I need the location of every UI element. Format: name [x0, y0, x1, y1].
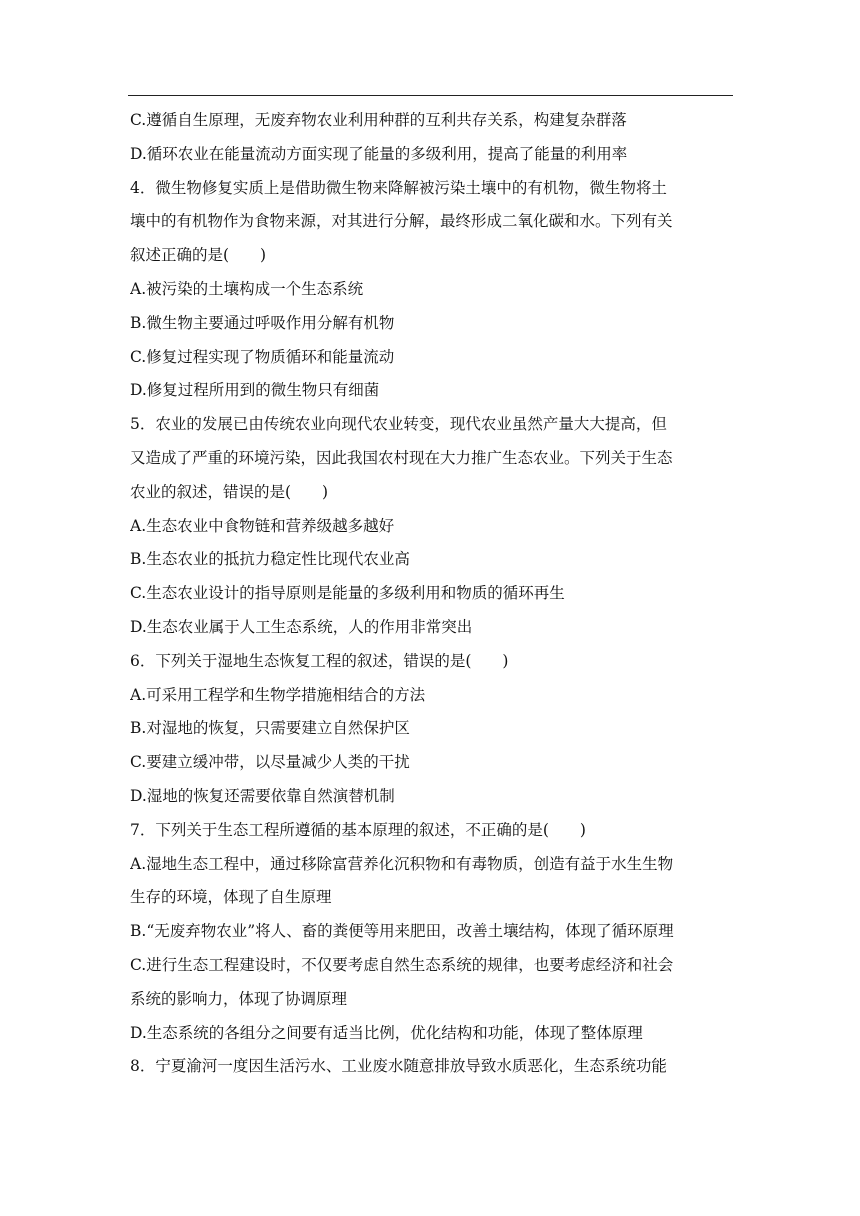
header-rule: [128, 95, 733, 96]
option-line: D.生态农业属于人工生态系统，人的作用非常突出: [130, 617, 473, 636]
question-4-stem: 4．微生物修复实质上是借助微生物来降解被污染土壤中的有机物，微生物将土: [130, 178, 667, 197]
text-line: 生存的环境，体现了自生原理: [130, 888, 332, 907]
question-8-stem: 8．宁夏渝河一度因生活污水、工业废水随意排放导致水质恶化，生态系统功能: [130, 1057, 667, 1076]
option-line: B.“无废弃物农业”将人、畜的粪便等用来肥田，改善土壤结构，体现了循环原理: [130, 922, 674, 941]
option-line: C.生态农业设计的指导原则是能量的多级利用和物质的循环再生: [130, 584, 565, 603]
question-7-stem: 7．下列关于生态工程所遵循的基本原理的叙述，不正确的是( ): [130, 820, 586, 839]
option-line: C.要建立缓冲带，以尽量减少人类的干扰: [130, 753, 410, 772]
option-line: D.湿地的恢复还需要依靠自然演替机制: [130, 786, 395, 805]
text-line: 叙述正确的是( ): [130, 246, 267, 265]
option-line: D.生态系统的各组分之间要有适当比例，优化结构和功能，体现了整体原理: [130, 1023, 643, 1042]
option-line: B.生态农业的抵抗力稳定性比现代农业高: [130, 550, 410, 569]
option-line: B.微生物主要通过呼吸作用分解有机物: [130, 313, 395, 332]
option-line: B.对湿地的恢复，只需要建立自然保护区: [130, 719, 410, 738]
text-line: 又造成了严重的环境污染，因此我国农村现在大力推广生态农业。下列关于生态: [130, 448, 673, 467]
text-line: 农业的叙述，错误的是( ): [130, 482, 329, 501]
option-line: A.湿地生态工程中，通过移除富营养化沉积物和有毒物质，创造有益于水生生物: [130, 854, 674, 873]
question-5-stem: 5．农业的发展已由传统农业向现代农业转变，现代农业虽然产量大大提高，但: [130, 415, 667, 434]
option-line: A.生态农业中食物链和营养级越多越好: [130, 516, 395, 535]
option-line: D.修复过程所用到的微生物只有细菌: [130, 381, 380, 400]
option-line: C.修复过程实现了物质循环和能量流动: [130, 347, 395, 366]
text-line: C.遵循自生原理，无废弃物农业利用种群的互利共存关系，构建复杂群落: [130, 111, 627, 129]
text-line: 壤中的有机物作为食物来源，对其进行分解，最终形成二氧化碳和水。下列有关: [130, 212, 673, 231]
text-line: D.循环农业在能量流动方面实现了能量的多级利用，提高了能量的利用率: [130, 144, 628, 163]
option-line: A.被污染的土壤构成一个生态系统: [130, 279, 364, 298]
text-line: 系统的影响力，体现了协调原理: [130, 989, 348, 1008]
document-body: [130, 104, 734, 1084]
option-line: C.进行生态工程建设时，不仅要考虑自然生态系统的规律，也要考虑经济和社会: [130, 955, 674, 974]
question-6-stem: 6．下列关于湿地生态恢复工程的叙述，错误的是( ): [130, 651, 509, 670]
option-line: A.可采用工程学和生物学措施相结合的方法: [130, 685, 426, 704]
